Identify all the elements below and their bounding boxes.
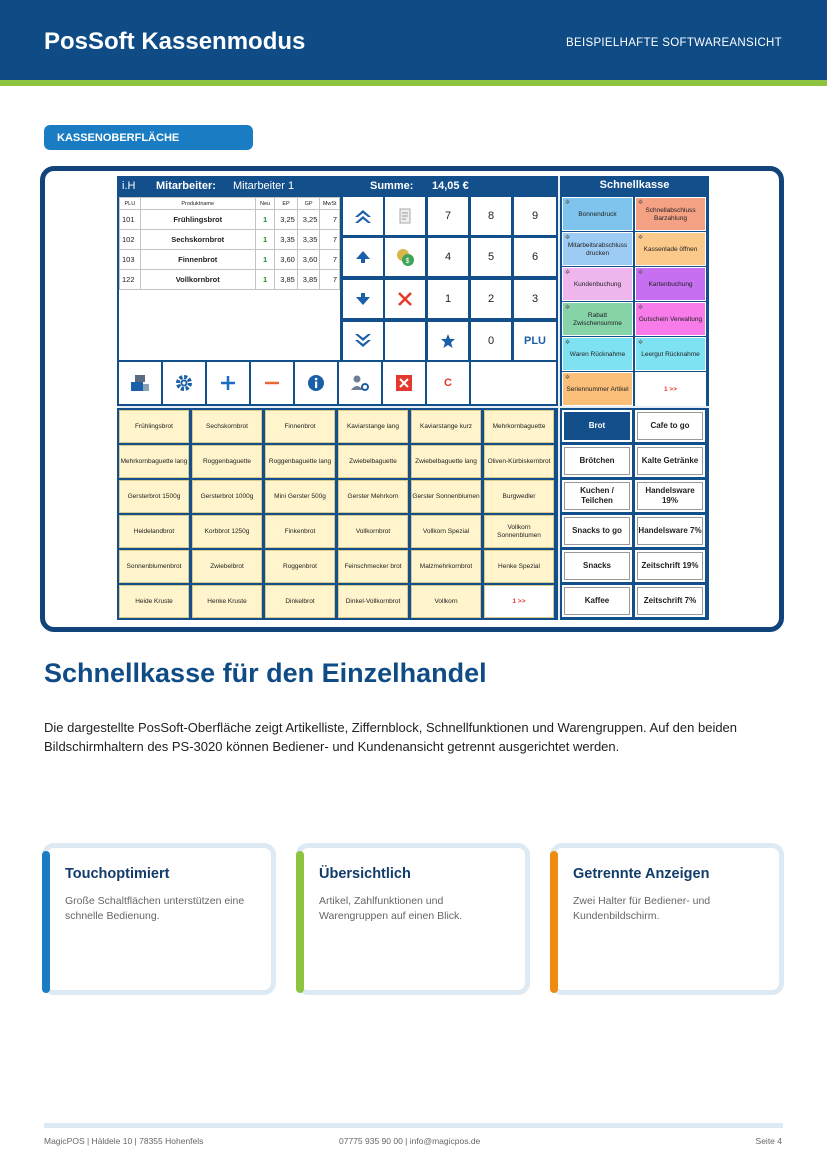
article-button[interactable]: Henke Spezial [484,550,554,583]
key-8[interactable]: 8 [471,197,511,235]
article-button[interactable]: Roggenbaguette [192,445,262,478]
gear-icon: ✲ [565,305,571,311]
card-title: Übersichtlich [319,866,411,882]
empty-function-button[interactable] [385,322,425,360]
close-icon [398,292,412,306]
group-button[interactable]: Kaffee [562,585,632,617]
employee-label: Mitarbeiter: [156,180,216,192]
pos-screen [117,176,709,620]
info-button[interactable] [295,362,337,404]
group-button[interactable]: Handelsware 19% [635,480,705,512]
close-box-icon [395,374,413,392]
article-button[interactable]: Roggenbrot [265,550,335,583]
feature-card-overview [296,843,530,995]
group-button[interactable]: Snacks to go [562,515,632,547]
gear-icon: ✲ [638,235,644,241]
article-button[interactable]: Mehrkornbaguette lang [119,445,189,478]
table-header: MwSt [320,198,340,210]
article-button[interactable]: Finkenbrot [265,515,335,548]
star-icon [440,333,456,349]
article-button[interactable]: Heidelandbrot [119,515,189,548]
quick-functions-panel [560,195,709,406]
gear-icon: ✲ [638,270,644,276]
article-button[interactable]: Burgwedler [484,480,554,513]
cash-drawer-icon [130,374,150,392]
gear-icon: ✲ [638,200,644,206]
card-accent-stripe [296,851,304,993]
key-9[interactable]: 9 [514,197,556,235]
table-header: PLU [120,198,141,210]
table-cell: 103 [120,250,141,270]
cancel-item-button[interactable] [385,280,425,318]
group-button[interactable]: Brot [562,410,632,442]
article-button[interactable]: 1 >> [484,585,554,618]
gear-icon: ✲ [565,340,571,346]
article-button[interactable]: Vollkorn Spezial [411,515,481,548]
article-button[interactable]: Gerster Sonnenblumen [411,480,481,513]
section-tag: KASSENOBERFLÄCHE [44,125,253,150]
header-accent-bar [0,80,827,86]
quick-function-label: Kundenbuchung [573,281,622,288]
close-receipt-button[interactable] [383,362,425,404]
article-button[interactable]: Malzmehrkornbrot [411,550,481,583]
quick-function-button[interactable] [562,302,633,336]
quick-function-button[interactable] [562,337,633,371]
feature-card-displays [550,843,784,995]
coins-icon [395,247,415,267]
article-button[interactable]: Gersterbrot 1000g [192,480,262,513]
article-button[interactable]: Sonnenblumenbrot [119,550,189,583]
card-text: Artikel, Zahlfunktionen und Warengruppen auf einen Blick. [319,895,463,922]
double-chevron-up-icon [354,208,372,224]
table-cell: 3,85 [297,270,320,290]
article-button[interactable]: Kaviarstange lang [338,410,408,443]
key-7[interactable]: 7 [428,197,468,235]
article-button[interactable]: Zwiebelbaguette [338,445,408,478]
quick-function-button[interactable] [562,267,633,301]
article-button[interactable]: Vollkorn [411,585,481,618]
group-button[interactable]: Handelsware 7% [635,515,705,547]
section-heading: Schnellkasse für den Einzelhandel [44,658,487,688]
quick-function-button[interactable] [635,232,706,266]
quick-function-label: Waren Rücknahme [569,351,626,358]
table-cell: Sechskornbrot [140,230,255,250]
article-button[interactable]: Vollkorn Sonnenblumen [484,515,554,548]
sum-value: 14,05 € [432,180,469,192]
arrow-down-icon [355,292,371,306]
article-button[interactable]: Frühlingsbrot [119,410,189,443]
quick-function-button[interactable] [635,267,706,301]
article-button[interactable]: Dinkelbrot [265,585,335,618]
minus-button[interactable] [251,362,293,404]
footer-page: Seite 4 [755,1136,782,1146]
settings-button[interactable] [163,362,205,404]
group-button[interactable]: Cafe to go [635,410,705,442]
table-cell: 122 [120,270,141,290]
article-button[interactable]: Mehrkornbaguette [484,410,554,443]
feature-card-touch [42,843,276,995]
key-1[interactable]: 1 [428,280,468,318]
article-button[interactable]: Mini Gerster 500g [265,480,335,513]
table-header: Neu [255,198,275,210]
card-title: Touchoptimiert [65,866,170,882]
scroll-top-button[interactable] [343,197,383,235]
table-cell: 1 [255,210,275,230]
footer-contact: 07775 935 90 00 | info@magicpos.de [339,1136,481,1146]
group-button[interactable]: Zeitschrift 19% [635,550,705,582]
gear-icon: ✲ [565,270,571,276]
quick-function-label: Bonnendruck [578,211,617,218]
footer-divider [44,1123,783,1128]
quick-function-button[interactable] [635,302,706,336]
clear-button[interactable]: C [427,362,469,404]
intro-text: Die dargestellte PosSoft-Oberfläche zeigt Artikelliste, Ziffernblock, Schnellfunktionen und Warengruppen. Auf den beiden Bildschirmhaltern des PS-3020 können Bediener- und Kundenansicht getrennt ausgerichtet werden. [44,720,738,754]
table-cell: 102 [120,230,141,250]
quick-function-label: Rabatt Zwischensumme [573,312,622,327]
group-button[interactable]: Snacks [562,550,632,582]
minus-icon [264,375,280,391]
article-button[interactable]: Henke Kruste [192,585,262,618]
drawer-button[interactable] [119,362,161,404]
table-cell: 3,25 [275,210,298,230]
register-panel [117,195,558,406]
article-grid [117,408,558,620]
page-header [0,0,827,80]
key-4[interactable]: 4 [428,238,468,276]
table-cell: 3,25 [297,210,320,230]
table-cell: Finnenbrot [140,250,255,270]
article-button[interactable]: Kaviarstange kurz [411,410,481,443]
table-cell: 7 [320,210,340,230]
card-title: Getrennte Anzeigen [573,866,710,882]
group-grid [560,408,709,620]
quick-function-label: Kassenlade öffnen [643,246,698,253]
footer-address: MagicPOS | Häldele 10 | 78355 Hohenfels [44,1136,204,1146]
table-cell: Vollkornbrot [140,270,255,290]
quick-function-label: Mitarbeitsrabschluss drucken [567,242,628,257]
quick-function-button[interactable] [635,372,706,406]
group-button[interactable]: Kalte Getränke [635,445,705,477]
table-row[interactable] [120,230,340,250]
article-button[interactable]: Zwiebelbrot [192,550,262,583]
article-button[interactable]: Gerster Mehrkorn [338,480,408,513]
employee-value[interactable]: Mitarbeiter 1 [233,180,295,192]
plu-button[interactable]: PLU [514,322,556,360]
table-cell: 7 [320,270,340,290]
table-cell: 101 [120,210,141,230]
empty-action-button[interactable] [471,362,556,404]
table-header: Produktname [140,198,255,210]
quick-function-button[interactable] [562,197,633,231]
table-cell: 7 [320,230,340,250]
group-button[interactable]: Brötchen [562,445,632,477]
pos-topbar [117,176,558,195]
gear-icon [175,374,193,392]
card-text: Große Schaltflächen unterstützen eine schnelle Bedienung. [65,895,245,922]
table-cell: 1 [255,270,275,290]
payment-button[interactable] [385,238,425,276]
article-button[interactable]: Heide Kruste [119,585,189,618]
quick-function-button[interactable] [635,337,706,371]
table-cell: 7 [320,250,340,270]
key-3[interactable]: 3 [514,280,556,318]
user-short: i.H [122,180,136,192]
page-subtitle: BEISPIELHAFTE SOFTWAREANSICHT [566,37,782,49]
article-button[interactable]: Oliven-Kürbiskernbrot [484,445,554,478]
item-table [119,197,340,360]
key-0[interactable]: 0 [471,322,511,360]
info-icon [307,374,325,392]
favorite-button[interactable] [428,322,468,360]
gear-icon: ✲ [638,305,644,311]
group-button[interactable]: Kuchen / Teilchen [562,480,632,512]
key-5[interactable]: 5 [471,238,511,276]
table-cell: Frühlingsbrot [140,210,255,230]
table-cell: 1 [255,250,275,270]
quick-function-button[interactable] [562,372,633,406]
table-cell: 3,35 [297,230,320,250]
quick-function-label: Kartenbuchung [648,281,693,288]
gear-icon: ✲ [638,340,644,346]
table-row[interactable] [120,270,340,290]
quick-function-label: Gutschein Verwaltung [638,316,703,323]
scroll-up-button[interactable] [343,238,383,276]
article-button[interactable]: Dinkel-Vollkornbrot [338,585,408,618]
table-header: GP [297,198,320,210]
user-settings-button[interactable] [339,362,381,404]
table-row[interactable] [120,250,340,270]
svg-text:$: $ [405,258,410,265]
table-empty-space [120,290,340,368]
quick-function-button[interactable] [635,197,706,231]
article-button[interactable]: Finnenbrot [265,410,335,443]
card-accent-stripe [42,851,50,993]
quick-function-button[interactable] [562,232,633,266]
article-button[interactable]: Feinschmecker brot [338,550,408,583]
card-accent-stripe [550,851,558,993]
table-cell: 3,85 [275,270,298,290]
quick-function-label: 1 >> [663,386,677,393]
card-text: Zwei Halter für Bediener- und Kundenbildschirm. [573,895,711,922]
group-button[interactable]: Zeitschrift 7% [635,585,705,617]
plus-button[interactable] [207,362,249,404]
table-cell: 1 [255,230,275,250]
page-title: PosSoft Kassenmodus [44,28,306,55]
scroll-bottom-button[interactable] [343,322,383,360]
table-header: EP [275,198,298,210]
article-button[interactable]: Vollkornbrot [338,515,408,548]
article-button[interactable]: Gersterbrot 1500g [119,480,189,513]
quick-title: Schnellkasse [560,176,709,195]
double-chevron-down-icon [354,333,372,349]
receipt-button[interactable] [385,197,425,235]
sum-label: Summe: [370,180,414,192]
article-button[interactable]: Korbbrot 1250g [192,515,262,548]
arrow-up-icon [355,250,371,264]
key-6[interactable]: 6 [514,238,556,276]
table-cell: 3,60 [297,250,320,270]
quick-function-label: Seriennummer Artikel [566,386,629,393]
receipt-icon [399,208,411,224]
table-row[interactable] [120,210,340,230]
table-cell: 3,60 [275,250,298,270]
user-gear-icon [350,374,370,392]
quick-function-label: Leergut Rücknahme [641,351,700,358]
quick-function-label: Schnellabschluss Barzahlung [645,207,696,222]
table-cell: 3,35 [275,230,298,250]
key-2[interactable]: 2 [471,280,511,318]
gear-icon: ✲ [565,375,571,381]
article-button[interactable]: Sechskornbrot [192,410,262,443]
article-button[interactable]: Roggenbaguette lang [265,445,335,478]
plus-icon [220,375,236,391]
gear-icon: ✲ [565,200,571,206]
gear-icon: ✲ [565,235,571,241]
scroll-down-button[interactable] [343,280,383,318]
article-button[interactable]: Zwiebelbaguette lang [411,445,481,478]
